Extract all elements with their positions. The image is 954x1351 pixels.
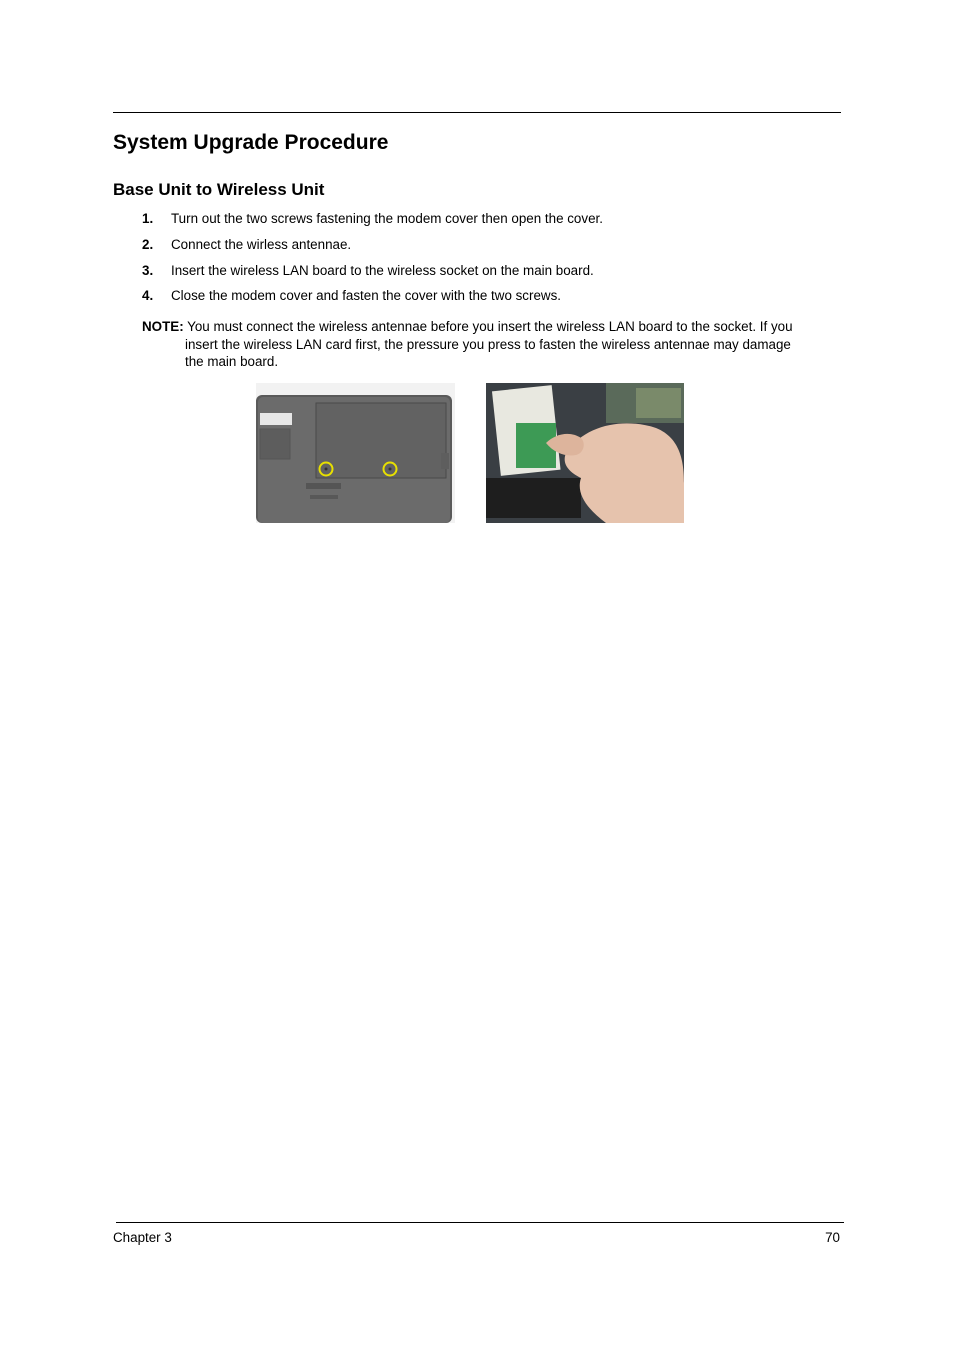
step-number: 3. <box>142 263 154 278</box>
step-number: 4. <box>142 288 154 303</box>
note-text-line: the main board. <box>185 354 279 369</box>
wireless-card-insertion-photo <box>486 383 684 523</box>
note-label: NOTE: <box>142 319 184 334</box>
note-text-line: insert the wireless LAN card first, the pressure you press to fasten the wireless antennae may damage <box>185 336 791 352</box>
section-subtitle: Base Unit to Wireless Unit <box>113 180 325 199</box>
note-text-line: You must connect the wireless antennae before you insert the wireless LAN board to the socket. If you <box>187 319 793 334</box>
step-number: 2. <box>142 237 154 252</box>
footer-divider <box>116 1222 844 1223</box>
note-block <box>142 318 842 371</box>
footer-page-number: 70 <box>825 1230 840 1245</box>
step-text: Insert the wireless LAN board to the wireless socket on the main board. <box>171 263 594 278</box>
step-text: Connect the wirless antennae. <box>171 237 352 252</box>
step-text: Close the modem cover and fasten the cover with the two screws. <box>171 288 561 303</box>
laptop-bottom-cover-photo <box>256 383 455 523</box>
step-number: 1. <box>142 211 154 226</box>
footer-chapter: Chapter 3 <box>113 1230 172 1245</box>
header-divider <box>113 112 841 113</box>
step-text: Turn out the two screws fastening the modem cover then open the cover. <box>171 211 603 226</box>
page-title: System Upgrade Procedure <box>113 131 389 154</box>
